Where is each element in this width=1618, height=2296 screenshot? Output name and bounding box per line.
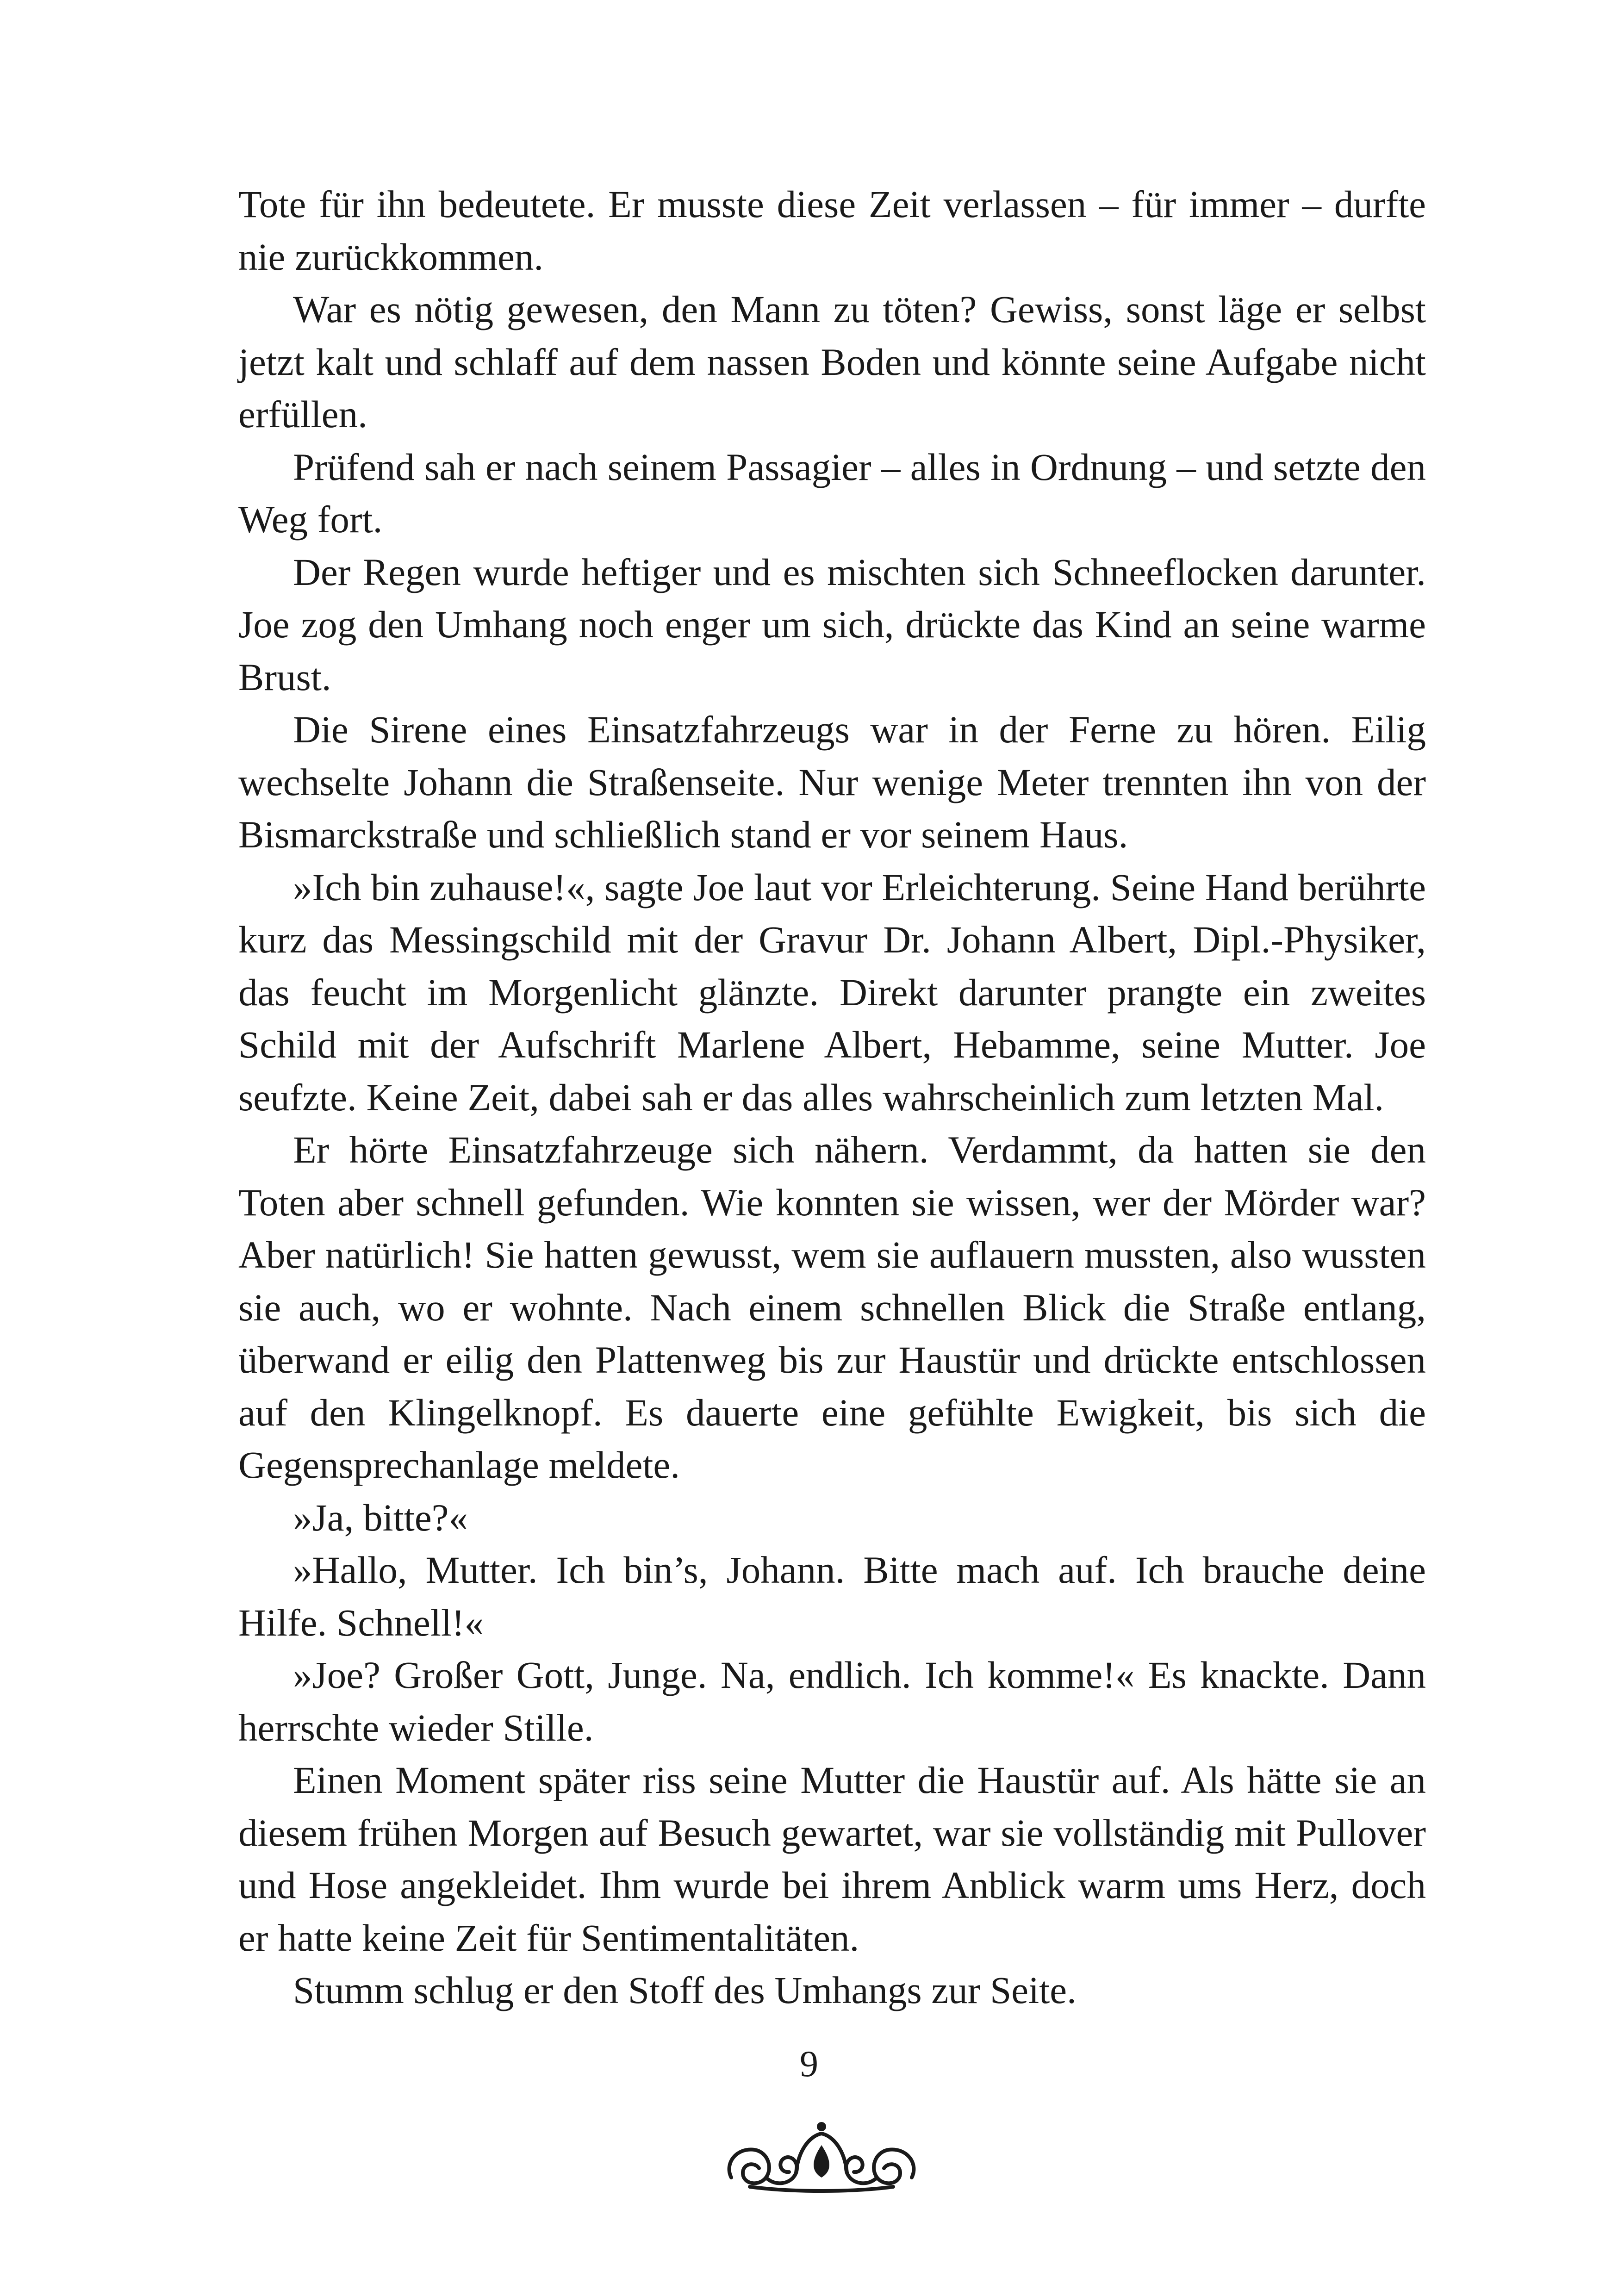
paragraph: »Ja, bitte?« [293,1496,468,1539]
paragraph: Die Sirene eines Einsatzfahrzeugs war in der Ferne zu hören. Eilig wechselte Johann die Straßenseite. Nur wenige Meter trennten ihn von der Bismarckstraße und schließlich stand er vor seinem Haus. [238,708,1426,856]
paragraph: Einen Moment später riss seine Mutter die Haustür auf. Als hätte sie an diesem frühen Morgen auf Besuch gewartet, war sie vollständig mit Pullover und Hose angekleidet. Ihm wurde bei ihrem Anblick warm ums Herz, doch er hatte keine Zeit für Sentimentalitäten. [238,1759,1426,1959]
body-text [238,178,1426,2017]
ornament-icon [722,2108,921,2196]
page-number: 9 [800,2044,818,2084]
paragraph: Der Regen wurde heftiger und es mischten sich Schneeflocken darunter. Joe zog den Umhang noch enger um sich, drückte das Kind an seine warme Brust. [238,550,1426,698]
paragraph: »Hallo, Mutter. Ich bin’s, Johann. Bitte mach auf. Ich brauche deine Hilfe. Schnell!« [238,1549,1426,1644]
paragraph: War es nötig gewesen, den Mann zu töten? Gewiss, sonst läge er selbst jetzt kalt und schlaff auf dem nassen Boden und könnte seine Aufgabe nicht erfüllen. [238,288,1426,436]
paragraph: »Joe? Großer Gott, Junge. Na, endlich. Ich komme!« Es knackte. Dann herrschte wieder Stille. [238,1654,1426,1749]
paragraph: Tote für ihn bedeutete. Er musste diese Zeit verlassen – für immer – durfte nie zurückkommen. [238,183,1426,278]
paragraph: Er hörte Einsatzfahrzeuge sich nähern. Verdammt, da hatten sie den Toten aber schnell gefunden. Wie konnten sie wissen, wer der Mörder war? Aber natürlich! Sie hatten gewusst, wem sie auflauern mussten, also wussten sie auch, wo er wohnte. Nach einem schnellen Blick die Straße entlang, überwand er eilig den Plattenweg bis zur Haustür und drückte entschlossen auf den Klingelknopf. Es dauerte eine gefühlte Ewigkeit, bis sich die Gegensprechanlage meldete. [238,1128,1426,1486]
paragraph: Prüfend sah er nach seinem Passagier – alles in Ordnung – und setzte den Weg fort. [238,445,1426,541]
paragraph: »Ich bin zuhause!«, sagte Joe laut vor Erleichterung. Seine Hand berührte kurz das Messingschild mit der Gravur Dr. Johann Albert, Dipl.-Physiker, das feucht im Morgenlicht glänzte. Direkt darunter prangte ein zweites Schild mit der Aufschrift Marlene Albert, Hebamme, seine Mutter. Joe seufzte. Keine Zeit, dabei sah er das alles wahrscheinlich zum letzten Mal. [238,865,1426,1119]
paragraph: Stumm schlug er den Stoff des Umhangs zur Seite. [293,1969,1077,2011]
